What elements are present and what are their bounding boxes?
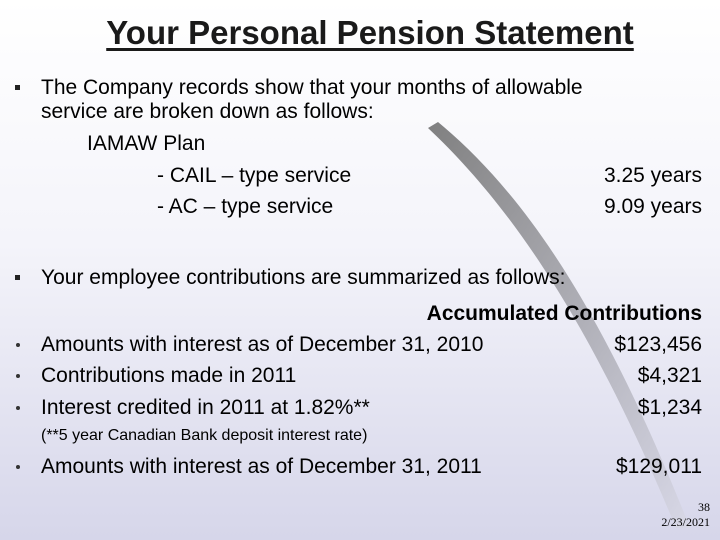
page-number: 38 [698, 500, 710, 514]
service-row-value: 3.25 years [603, 164, 702, 187]
service-intro-line1: The Company records show that your months of allowable [41, 76, 583, 99]
contribution-row-value: $123,456 [614, 333, 702, 356]
service-row-label: - AC – type service [157, 195, 334, 218]
contributions-intro: Your employee contributions are summarized as follows: [41, 266, 566, 289]
bullet [16, 374, 20, 378]
date-stamp: 2/23/2021 [661, 515, 710, 529]
service-intro-line2: service are broken down as follows: [41, 100, 374, 123]
contribution-row-label: Amounts with interest as of December 31, 2010 [41, 333, 484, 356]
bullet [15, 275, 20, 280]
contributions-column-header: Accumulated Contributions [426, 302, 702, 325]
service-row-label: - CAIL – type service [157, 164, 352, 187]
bullet [16, 465, 20, 469]
contribution-row-label: Contributions made in 2011 [41, 364, 297, 387]
total-value: $129,011 [615, 455, 702, 478]
total-label: Amounts with interest as of December 31, 2011 [41, 455, 482, 478]
bullet [16, 406, 20, 410]
page-title: Your Personal Pension Statement [106, 14, 634, 51]
bullet [15, 85, 20, 90]
contribution-row-value: $4,321 [637, 364, 702, 387]
bullet [16, 343, 20, 347]
contribution-row-value: $1,234 [637, 396, 702, 419]
plan-name: IAMAW Plan [87, 132, 206, 155]
contribution-row-label: Interest credited in 2011 at 1.82%** [41, 396, 370, 419]
service-row-value: 9.09 years [603, 195, 702, 218]
footnote: (**5 year Canadian Bank deposit interest rate) [41, 427, 368, 444]
